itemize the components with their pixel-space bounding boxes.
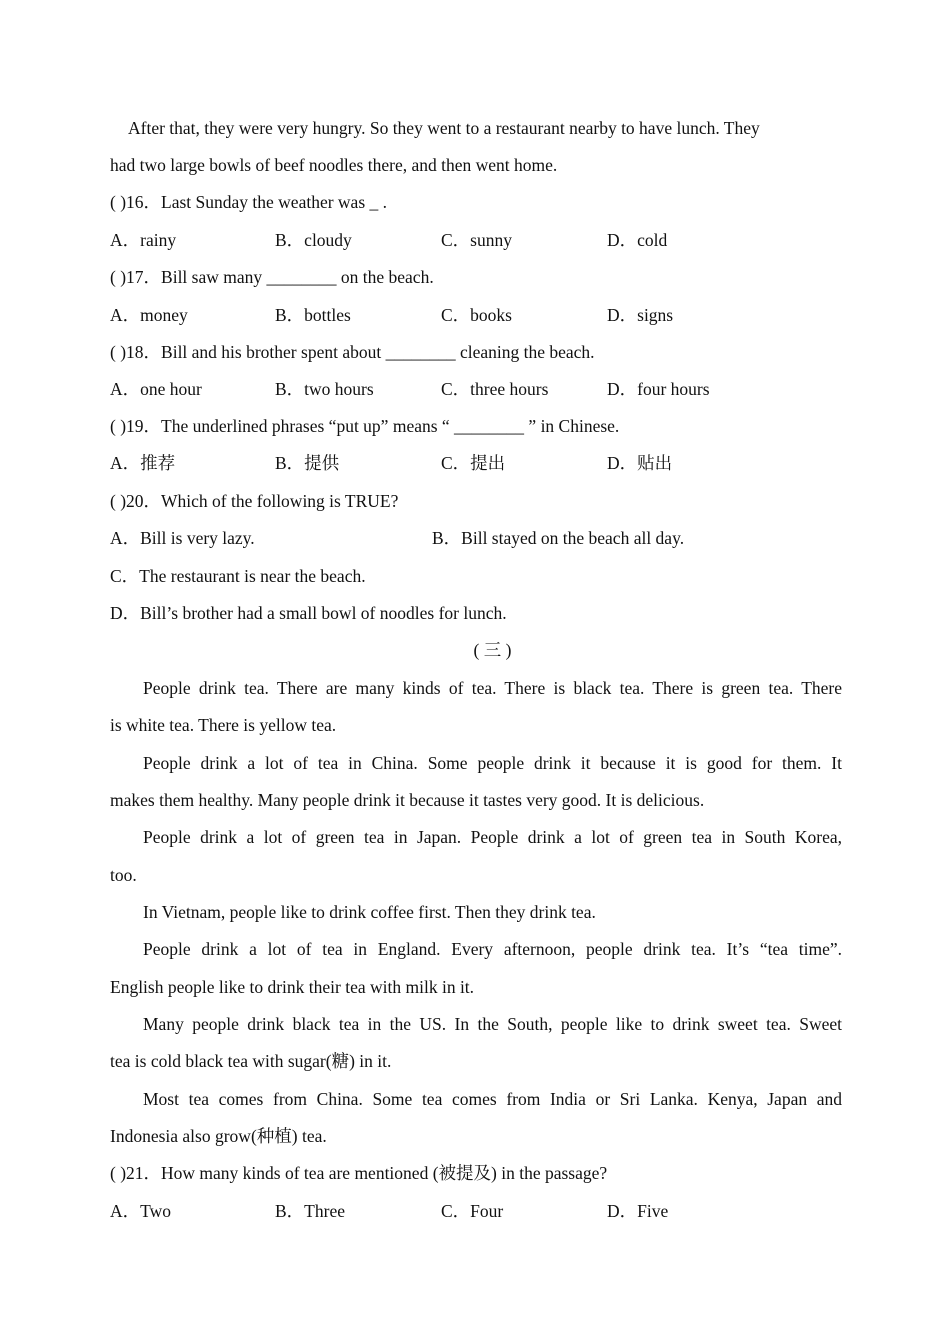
passage-line: Indonesia also grow(种植) tea. [110, 1126, 327, 1146]
passage-line: People drink a lot of tea in England. Every afternoon, people drink tea. It’s “tea time”. [143, 939, 842, 959]
q20-option-a: A．Bill is very lazy. [110, 528, 255, 548]
passage-line: People drink a lot of green tea in Japan. People drink a lot of green tea in South Korea, [143, 827, 842, 847]
question-19-stem: ( )19．The underlined phrases “put up” means “ ________ ” in Chinese. [110, 416, 620, 436]
section-heading: ( 三 ) [473, 640, 512, 660]
q18-option-c: C．three hours [441, 379, 549, 399]
q20-option-d: D．Bill’s brother had a small bowl of noodles for lunch. [110, 603, 507, 623]
q16-option-d: D．cold [607, 230, 668, 250]
passage-line: People drink a lot of tea in China. Some people drink it because it is good for them. It [143, 753, 842, 773]
q20-option-b: B．Bill stayed on the beach all day. [432, 528, 685, 548]
passage-line: tea is cold black tea with sugar(糖) in it. [110, 1051, 392, 1071]
q17-option-a: A．money [110, 305, 188, 325]
q16-option-c: C．sunny [441, 230, 512, 250]
question-20-stem: ( )20．Which of the following is TRUE? [110, 491, 399, 511]
passage-line: Many people drink black tea in the US. In the South, people like to drink sweet tea. Sweet [143, 1014, 842, 1034]
q19-option-d: D．贴出 [607, 453, 673, 473]
q19-option-a: A．推荐 [110, 453, 176, 473]
passage-line: Most tea comes from China. Some tea comes from India or Sri Lanka. Kenya, Japan and [143, 1089, 842, 1109]
q17-option-d: D．signs [607, 305, 674, 325]
q21-option-b: B．Three [275, 1201, 345, 1221]
question-16-stem: ( )16．Last Sunday the weather was _ . [110, 192, 388, 212]
q17-option-b: B．bottles [275, 305, 351, 325]
passage-line: English people like to drink their tea with milk in it. [110, 977, 475, 997]
q19-option-b: B．提供 [275, 453, 340, 473]
q16-option-b: B．cloudy [275, 230, 352, 250]
passage-line: makes them healthy. Many people drink it because it tastes very good. It is delicious. [110, 790, 705, 810]
question-17-stem: ( )17．Bill saw many ________ on the beach. [110, 267, 434, 287]
q16-option-a: A．rainy [110, 230, 177, 250]
passage-line: is white tea. There is yellow tea. [110, 715, 337, 735]
q18-option-d: D．four hours [607, 379, 710, 399]
q21-option-c: C．Four [441, 1201, 504, 1221]
q21-option-a: A．Two [110, 1201, 171, 1221]
q20-option-c: C．The restaurant is near the beach. [110, 566, 366, 586]
q18-option-b: B．two hours [275, 379, 374, 399]
question-21-stem: ( )21．How many kinds of tea are mentioned (被提及) in the passage? [110, 1163, 608, 1183]
question-18-stem: ( )18．Bill and his brother spent about ________ cleaning the beach. [110, 342, 595, 362]
q17-option-c: C．books [441, 305, 512, 325]
passage-line: In Vietnam, people like to drink coffee first. Then they drink tea. [143, 902, 596, 922]
q21-option-d: D．Five [607, 1201, 669, 1221]
passage-line: People drink tea. There are many kinds of tea. There is black tea. There is green tea. There [143, 678, 842, 698]
q19-option-c: C．提出 [441, 453, 506, 473]
q18-option-a: A．one hour [110, 379, 202, 399]
passage-line: After that, they were very hungry. So they went to a restaurant nearby to have lunch. They [128, 118, 760, 138]
passage-line: had two large bowls of beef noodles there, and then went home. [110, 155, 558, 175]
passage-line: too. [110, 865, 137, 885]
